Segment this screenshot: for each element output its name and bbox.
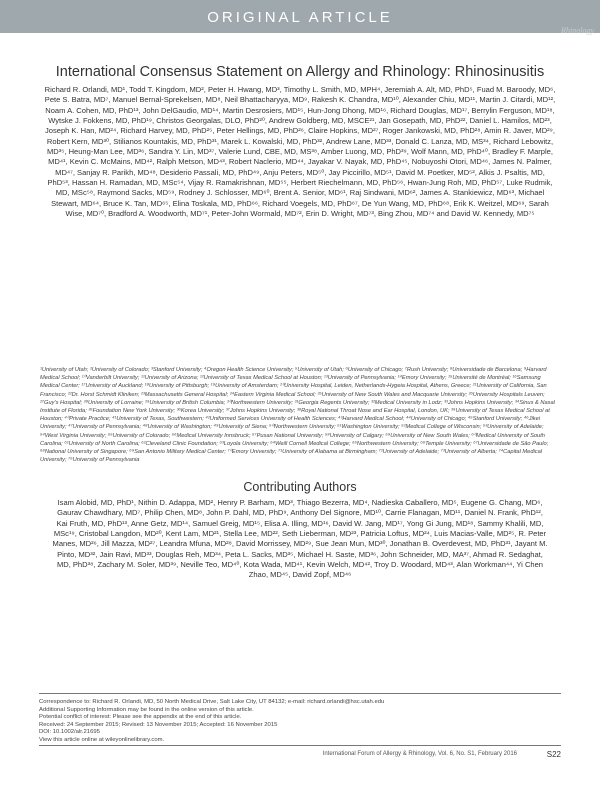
contributing-authors-heading: Contributing Authors [243,480,357,494]
affiliation-list: ¹University of Utah; ²University of Colorado; ³Stanford University; ⁴Oregon Health Science University; ⁵University of Utah; ⁶University of Chicago; ⁷Rush University; ⁸Universidade de Barcelona; ⁹Harvard Medical School; ¹⁰Vanderbilt University; ¹¹University of Arizona; ¹²University of Texas Medical School at Houston; ¹³University of Pennsylvania; ¹⁴Emory University; ¹⁵Université de Montréal; ¹⁶Samsung Medical Center; ¹⁷University of Auckland; ¹⁸University of Pittsburgh; ¹⁹University of Amsterdam; ²⁰University Hospital, Leiden, Netherlands-Hygeia Hospital, Athens, Greece; ²¹University of California, San Francisco; ²²Dr. Horst Schmidt Kliniken; ²³Massachusetts General Hospital; ²⁴Eastern Virginia Medical School; ²⁵University of New South Wales and Macquarie University; ²⁶University Hospitals Leuven; ²⁷Guy's Hospital; ²⁸University of Lorraine; ²⁹University of British Columbia; ³⁰Northwestern University; ³¹Georgia Regents University; ³²Medical University in Lodz; ³³Johns Hopkins University; ³⁴Sinus & Nasal Institute of Florida; ³⁵Foundation New York University; ³⁶Korea University; ³⁷Johns Hopkins University; ³⁸Royal National Throat Nose and Ear Hospital, London, UK; ³⁹University of Texas Medical School at Houston; ⁴⁰Private Practice; ⁴¹University of Texas, Southwestern; ⁴²Uniformed Services University of Health Sciences; ⁴³Harvard Medical School; ⁴⁴University of Chicago; ⁴⁵Stanford University; ⁴⁶Jikei University; ⁴⁷University of Pennsylvania; ⁴⁸University of Washington; ⁴⁹University of Siena; ⁵⁰Northwestern University; ⁵¹Washington University; ⁵²Medical College of Wisconsin; ⁵³University of Adelaide; ⁵⁴West Virginia University; ⁵⁵University of Colorado; ⁵⁶Medical University Innsbruck; ⁵⁷Pusan National University; ⁵⁸University of Calgary; ⁵⁹University of New South Wales; ⁶⁰Medical University of South Carolina; ⁶¹University of North Carolina; ⁶²Cleveland Clinic Foundation; ⁶³Loyola University; ⁶⁴Weill Cornell Medical College; ⁶⁵Northwestern University; ⁶⁶Temple University; ⁶⁷Universidade de São Paulo; ⁶⁸National University of Singapore; ⁶⁹San Antonio Military Medical Center; ⁷⁰Emory University; ⁷¹University of Alabama at Birmingham; ⁷²University of Adelaide; ⁷³University of Alberta; ⁷⁴Capital Medical University; ⁷⁵University of Pennsylvania [40,367,555,464]
journal-citation: International Forum of Allergy & Rhinology, Vol. 6, No. S1, February 2016 [322,751,517,757]
page-number: S22 [546,750,561,759]
supporting-info-note: Additional Supporting Information may be found in the online version of this article. [39,706,254,713]
doi-note: DOI: 10.1002/alr.21695 [39,729,100,736]
view-online-note[interactable]: View this article online at wileyonlinelibrary.com. [39,736,165,743]
conflict-note: Potential conflict of interest: Please see the appendix at the end of this article. [39,714,242,721]
author-list: Richard R. Orlandi, MD¹, Todd T. Kingdom, MD², Peter H. Hwang, MD³, Timothy L. Smith, MD, MPH⁴, Jeremiah A. Alt, MD, PhD⁵, Fuad M. Baroody, MD⁶, Pete S. Batra, MD⁷, Manuel Bernal-Sprekelsen, MD⁸, Neil Bhattacharyya, MD⁹, Rakesh K. Chandra, MD¹⁰, Alexander Chiu, MD¹¹, Martin J. Citardi, MD¹², Noam A. Cohen, MD, PhD¹³, John DelGaudio, MD¹⁴, Martin Desrosiers, MD¹⁵, Hun-Jong Dhong, MD¹⁶, Richard Douglas, MD¹⁷, Berrylin Ferguson, MD¹⁸, Wytske J. Fokkens, MD, PhD¹⁹, Christos Georgalas, DLO, PhD²⁰, Andrew Goldberg, MD, MSCE²¹, Jan Gosepath, MD, PhD²², Daniel L. Hamilos, MD²³, Joseph K. Han, MD²⁴, Richard Harvey, MD, PhD²⁵, Peter Hellings, MD, PhD²⁶, Claire Hopkins, MD²⁷, Roger Jankowski, MD, PhD²⁸, Amin R. Javer, MD²⁹, Robert Kern, MD³⁰, Stilianos Kountakis, MD, PhD³¹, Marek L. Kowalski, MD, PhD³², Andrew Lane, MD³³, Donald C. Lanza, MD, MS³⁴, Richard Lebowitz, MD³⁵, Heung-Man Lee, MD³⁶, Sandra Y. Lin, MD³⁷, Valerie Lund, CBE, MD, MS³⁸, Amber Luong, MD, PhD³⁹, Wolf Mann, MD, PhD⁴⁰, Bradley F. Marple, MD⁴¹, Kevin C. McMains, MD⁴², Ralph Metson, MD⁴³, Robert Naclerio, MD⁴⁴, Jayakar V. Nayak, MD, PhD⁴⁵, Nobuyoshi Otori, MD⁴⁶, James N. Palmer, MD⁴⁷, Sanjay R. Parikh, MD⁴⁸, Desiderio Passali, MD, PhD⁴⁹, Anju Peters, MD⁵⁰, Jay Piccirillo, MD⁵¹, David M. Poetker, MD⁵², Alkis J. Psaltis, MD, PhD⁵³, Hassan H. Ramadan, MD, MSc⁵⁴, Vijay R. Ramakrishnan, MD⁵⁵, Herbert Riechelmann, MD, PhD⁵⁶, Hwan-Jung Roh, MD, PhD⁵⁷, Luke Rudmik, MD, MSc⁵⁸, Raymond Sacks, MD⁵⁹, Rodney J. Schlosser, MD⁶⁰, Brent A. Senior, MD⁶¹, Raj Sindwani, MD⁶², James A. Stankiewicz, MD⁶³, Michael Stewart, MD⁶⁴, Bruce K. Tan, MD⁶⁵, Elina Toskala, MD, PhD⁶⁶, Richard Voegels, MD, PhD⁶⁷, De Yun Wang, MD, PhD⁶⁸, Erik K. Weitzel, MD⁶⁹, Sarah Wise, MD⁷⁰, Bradford A. Woodworth, MD⁷¹, Peter-John Wormald, MD⁷², Erin D. Wright, MD⁷³, Bing Zhou, MD⁷⁴ and David W. Kennedy, MD⁷⁵ [44,85,556,219]
dates-note: Received: 24 September 2015; Revised: 13 November 2015; Accepted: 16 November 2015 [39,721,278,728]
correspondence-note: Correspondence to: Richard R. Orlandi, MD, 50 North Medical Drive, Salt Lake City, UT 84132; e-mail: richard.orlandi@hsc.utah.edu [39,699,385,705]
footer-divider [39,745,561,746]
contributing-author-list: Isam Alobid, MD, PhD¹, Nithin D. Adappa, MD², Henry P. Barham, MD³, Thiago Bezerra, MD⁴, Nadieska Caballero, MD⁵, Eugene G. Chang, MD⁶, Gaurav Chawdhary, MD⁷, Philip Chen, MD⁸, John P. Dahl, MD, PhD⁹, Anthony Del Signore, MD¹⁰, Carrie Flanagan, MD¹¹, Daniel N. Frank, PhD¹², Kai Fruth, MD, PhD¹³, Anne Getz, MD¹⁴, Samuel Greig, MD¹⁵, Elisa A. Illing, MD¹⁶, David W. Jang, MD¹⁷, Yong Gi Jung, MD¹⁸, Sammy Khalili, MD, MSc¹⁹, Cristobal Langdon, MD²⁰, Kent Lam, MD²¹, Stella Lee, MD²², Seth Lieberman, MD²³, Patricia Loftus, MD²⁴, Luis Macias-Valle, MD²⁵, R. Peter Manes, MD²⁶, Jill Mazza, MD²⁷, Leandra Mfuna, MD²⁸, David Morrissey, MD²⁹, Sue Jean Mun, MD³⁰, Jonathan B. Overdevest, MD, PhD³¹, Jayant M. Pinto, MD³², Jain Ravi, MD³³, Douglas Reh, MD³⁴, Peta L. Sacks, MD³⁵, Michael H. Saste, MD³⁶, John Schneider, MD, MA³⁷, Ahmad R. Sedaghat, MD, PhD³⁸, Zachary M. Soler, MD³⁹, Neville Teo, MD⁴⁰, Kota Wada, MD⁴¹, Kevin Welch, MD⁴², Troy D. Woodard, MD⁴³, Alan Workman⁴⁴, Yi Chen Zhao, MD⁴⁵, David Zopf, MD⁴⁶ [52,498,548,580]
journal-logo-fragment: Rhinology [561,26,594,35]
article-type-label: ORIGINAL ARTICLE [207,9,393,26]
article-title: International Consensus Statement on Allergy and Rhinology: Rhinosinusitis [55,64,545,80]
article-notes [39,699,561,745]
notes-divider [39,693,561,694]
article-type-banner [0,0,600,33]
